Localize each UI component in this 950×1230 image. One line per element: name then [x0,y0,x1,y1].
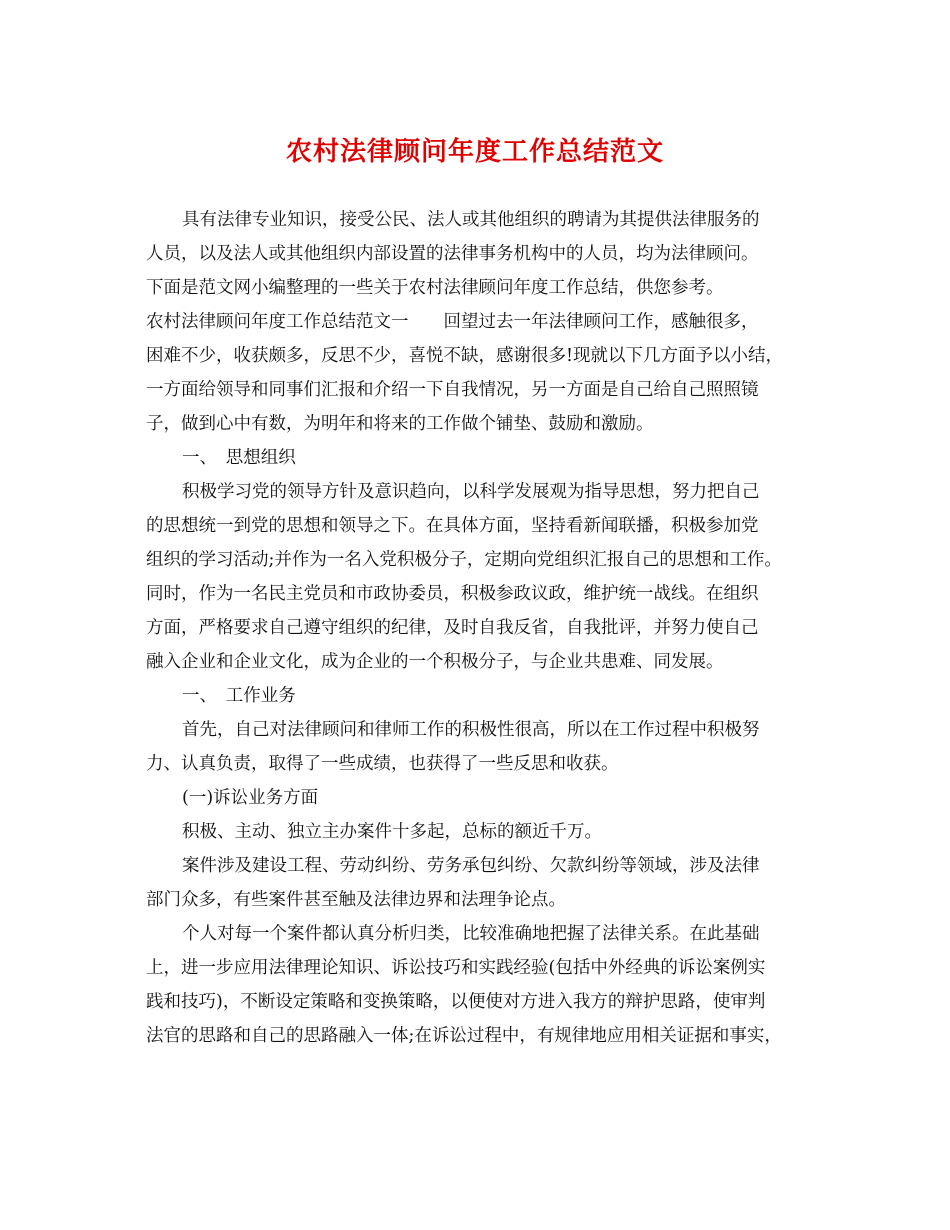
text-line: 农村法律顾问年度工作总结范文一 回望过去一年法律顾问工作，感触很多， [146,312,759,332]
text-line: 一、 思想组织 [182,448,296,468]
document-title: 农村法律顾问年度工作总结范文 [285,137,664,167]
text-line: 法官的思路和自己的思路融入一体;在诉讼过程中，有规律地应用相关证据和事实， [146,1026,782,1046]
text-line: 案件涉及建设工程、劳动纠纷、劳务承包纠纷、欠款纠纷等领域，涉及法律 [182,856,760,876]
text-line: 个人对每一个案件都认真分析归类，比较准确地把握了法律关系。在此基础 [182,924,760,944]
text-line: 困难不少，收获颇多，反思不少，喜悦不缺，感谢很多!现就以下几方面予以小结， [146,346,784,366]
text-line: (一)诉讼业务方面 [182,788,319,808]
text-line: 上，进一步应用法律理论知识、诉讼技巧和实践经验(包括中外经典的诉讼案例实 [146,958,766,978]
text-line: 一方面给领导和同事们汇报和介绍一下自我情况，另一方面是自己给自己照照镜 [146,380,759,400]
text-line: 的思想统一到党的思想和领导之下。在具体方面，坚持看新闻联播，积极参加党 [146,516,759,536]
text-line: 积极、主动、独立主办案件十多起，总标的额近千万。 [182,822,602,842]
text-line: 下面是范文网小编整理的一些关于农村法律顾问年度工作总结，供您参考。 [146,278,724,298]
text-line: 组织的学习活动;并作为一名入党积极分子，定期向党组织汇报自己的思想和工作。 [146,550,782,570]
text-line: 方面，严格要求自己遵守组织的纪律，及时自我反省，自我批评，并努力使自己 [146,618,759,638]
text-line: 首先，自己对法律顾问和律师工作的积极性很高，所以在工作过程中积极努 [182,720,760,740]
text-line: 子，做到心中有数，为明年和将来的工作做个铺垫、鼓励和激励。 [146,414,654,434]
text-line: 一、 工作业务 [182,686,296,706]
text-line: 积极学习党的领导方针及意识趋向，以科学发展观为指导思想，努力把自己 [182,482,760,502]
text-line: 同时，作为一名民主党员和市政协委员，积极参政议政，维护统一战线。在组织 [146,584,759,604]
text-line: 力、认真负责，取得了一些成绩，也获得了一些反思和收获。 [146,754,619,774]
text-line: 人员，以及法人或其他组织内部设置的法律事务机构中的人员，均为法律顾问。 [146,244,759,264]
text-line: 部门众多，有些案件甚至触及法律边界和法理争论点。 [146,890,566,910]
text-line: 践和技巧)，不断设定策略和变换策略，以便使对方进入我方的辩护思路，使审判 [146,992,766,1012]
text-line: 具有法律专业知识，接受公民、法人或其他组织的聘请为其提供法律服务的 [182,210,760,230]
text-line: 融入企业和企业文化，成为企业的一个积极分子，与企业共患难、同发展。 [146,652,724,672]
document-body [146,203,826,1053]
